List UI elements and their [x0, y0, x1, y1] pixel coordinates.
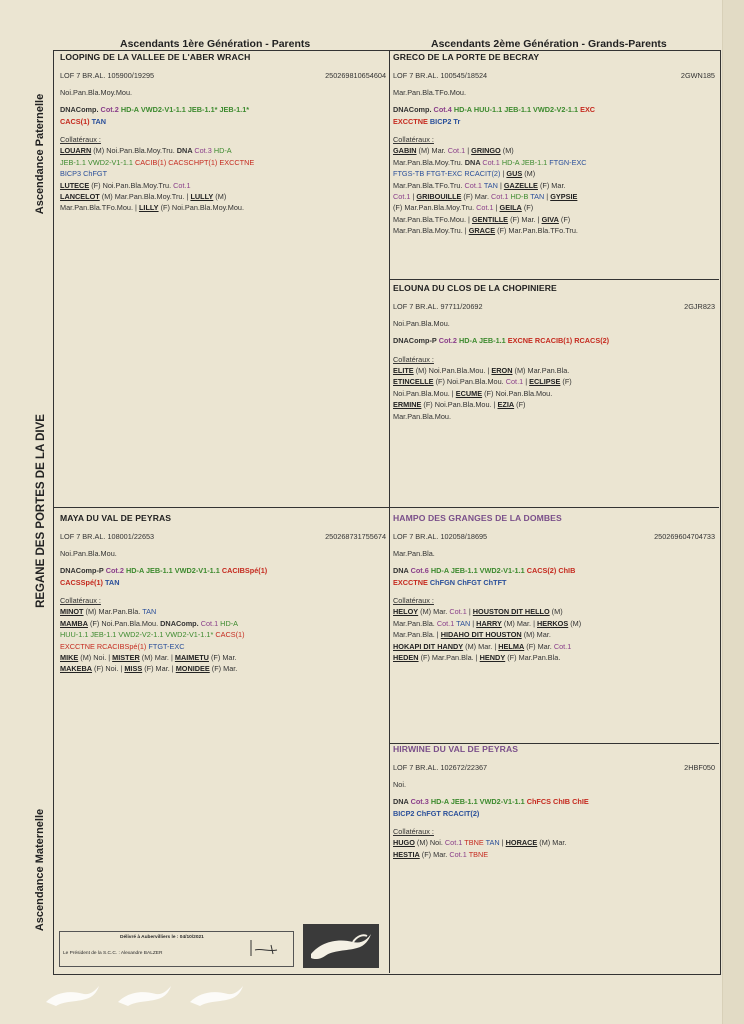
coll-segment: (F) Noi. |	[92, 664, 125, 674]
coll-line	[393, 180, 715, 191]
coll-segment: (F)	[558, 214, 571, 224]
cell-dam	[60, 513, 386, 675]
coll-segment: HD-A	[220, 618, 239, 628]
greyhound-logo-icon	[303, 924, 379, 968]
coll-line	[393, 214, 715, 225]
coll-segment: (M) Noi.Pan.Bla.Mou. |	[413, 366, 492, 376]
coll-segment: JEB-1.1 VWD2-V1-1.1	[60, 157, 136, 167]
coll-segment: (F) Mar.	[524, 641, 554, 651]
side-label-maternal: Ascendance Maternelle	[34, 808, 46, 932]
coll-segment: DNA	[464, 157, 483, 167]
coll-segment: (F)	[560, 377, 572, 387]
coll-segment: (F) Mar.	[537, 180, 566, 190]
coll-line	[60, 202, 386, 213]
signature-box	[59, 931, 294, 967]
coll-segment: HOUSTON DIT HELLO	[472, 607, 550, 617]
coll-line	[60, 629, 386, 640]
coll-segment: FTGN-EXC	[549, 157, 587, 167]
spacer	[60, 588, 386, 595]
lof-number: LOF 7 BR.AL. 102672/22367	[393, 763, 488, 773]
coll-segment: TAN	[142, 607, 157, 617]
coll-segment: ETINCELLE	[393, 377, 434, 387]
coll-segment: GIVA	[541, 214, 559, 224]
coll-segment: Cot.3	[194, 146, 214, 156]
tests-segment: DNAComp.	[60, 105, 101, 115]
coat-color: Noi.Pan.Bla.Mou.	[393, 318, 450, 328]
cell-paternal-granddam	[393, 283, 715, 422]
coll-segment: Cot.1	[553, 641, 572, 651]
coll-segment: |	[410, 192, 417, 202]
chip-number: 250269604704733	[654, 532, 715, 542]
coll-segment: (F) Noi.Pan.Bla.Mou. |	[421, 400, 498, 410]
tests-segment: Cot.4	[433, 105, 454, 115]
coll-segment: DNAComp.	[160, 618, 201, 628]
coll-segment: (M) Mar. |	[139, 653, 175, 663]
paper-edge	[722, 0, 744, 1024]
coll-segment: |	[465, 146, 472, 156]
coat-color: Mar.Pan.Bla.TFo.Mou.	[393, 87, 466, 97]
coll-segment: |	[523, 377, 530, 387]
coll-segment: GABIN	[393, 146, 417, 156]
tests-line	[393, 808, 715, 819]
collaterals-title: Collatéraux :	[60, 596, 101, 606]
coat-color: Noi.Pan.Bla.Moy.Mou.	[60, 87, 133, 97]
coll-segment: (M) Mar.	[521, 630, 551, 640]
coll-segment: (M) Mar. |	[501, 618, 537, 628]
coll-segment: EZIA	[497, 400, 515, 410]
coll-segment: Mar.Pan.Bla. |	[393, 630, 441, 640]
coll-segment: (M) Mar.	[537, 838, 567, 848]
coll-line	[393, 606, 715, 617]
coll-segment: (F) Mar. |	[142, 664, 176, 674]
collaterals-title: Collatéraux :	[393, 596, 434, 606]
cell-paternal-grandsire	[393, 52, 715, 237]
collaterals-title: Collatéraux :	[393, 354, 434, 364]
tests-line	[393, 335, 715, 346]
lof-number: LOF 7 BR.AL. 100545/18524	[393, 71, 488, 81]
tests-segment: TAN	[91, 116, 107, 126]
coll-line	[60, 145, 386, 156]
coll-segment: HD-A JEB-1.1	[501, 157, 550, 167]
tests-segment: EXCCTNE	[393, 577, 430, 587]
coll-segment: HUU-1.1 JEB-1.1 VWD2-V2-1.1 VWD2-V1-1.1*	[60, 630, 216, 640]
side-label-subject: REGANE DES PORTES DE LA DIVE	[35, 414, 47, 608]
tests-segment: HD-A JEB-1.1 VWD2-V1-1.1	[430, 566, 527, 576]
coll-segment: |	[466, 607, 473, 617]
chip-number: 2HBF050	[684, 763, 715, 773]
coll-segment: TAN	[485, 838, 500, 848]
tests-line	[393, 565, 715, 576]
coll-segment: Cot.1	[449, 607, 467, 617]
coll-segment: |	[497, 180, 504, 190]
coll-line	[60, 157, 386, 168]
coll-segment: Cot.1	[464, 180, 484, 190]
coll-segment: EXCCTNE RCACIBSpé(1)	[60, 641, 149, 651]
coll-line	[393, 849, 715, 860]
tests-segment: HD-A JEB-1.1	[458, 336, 508, 346]
coll-segment: TAN	[456, 618, 471, 628]
registration-row	[393, 70, 715, 81]
president-text: Le Président de la S.C.C. : Alexandre BALZER	[63, 951, 163, 956]
coll-segment: ECUME	[455, 388, 483, 398]
tests-segment: DNA	[393, 797, 411, 807]
coll-segment: MISTER	[112, 653, 140, 663]
tests-segment: Cot.2	[438, 336, 459, 346]
coll-segment: MISS	[124, 664, 143, 674]
coll-segment: GUS	[506, 169, 523, 179]
registration-row	[393, 301, 715, 312]
dog-name: HAMPO DES GRANGES DE LA DOMBES	[393, 513, 562, 523]
coll-segment: (M)	[500, 146, 514, 156]
coll-segment: HENDY	[479, 653, 506, 663]
spacer	[393, 347, 715, 354]
coll-segment: (F) Noi.Pan.Bla.Moy.Mou.	[158, 203, 244, 213]
tests-segment: TAN	[105, 577, 120, 587]
coll-segment: (F) Noi.Pan.Bla.Mou.	[87, 618, 161, 628]
delivered-text: Délivré à Aubervilliers le : 04/10/2021	[120, 935, 204, 940]
coll-segment: GEILA	[499, 203, 522, 213]
coat-color: Mar.Pan.Bla.	[393, 548, 435, 558]
coll-segment: Mar.Pan.Bla.TFo.Mou. |	[393, 214, 472, 224]
tests-segment: HD-A JEB-1.1 VWD2-V1-1.1	[125, 566, 222, 576]
coll-segment: HD-A	[213, 146, 232, 156]
tests-segment: BICP2 ChFGT RCACIT(2)	[393, 808, 480, 818]
lof-number: LOF 7 BR.AL. 108001/22653	[60, 532, 155, 542]
coll-line	[393, 145, 715, 156]
coll-segment: CACIB(1) CACSCHPT(1) EXCCTNE	[135, 157, 255, 167]
coll-segment: DNA	[176, 146, 195, 156]
chip-number: 2GJR823	[684, 302, 715, 312]
coll-segment: (F) Mar.Pan.Bla.	[505, 653, 561, 663]
coll-line	[60, 618, 386, 629]
coll-segment: (M)	[549, 607, 563, 617]
coll-segment: (F) Mar.	[419, 849, 450, 859]
coll-line	[393, 388, 715, 399]
tests-segment: CACS(2) ChIB	[526, 566, 576, 576]
lof-number: LOF 7 BR.AL. 102058/18695	[393, 532, 488, 542]
coll-segment: HELMA	[498, 641, 525, 651]
coll-segment: (M) Noi. |	[78, 653, 113, 663]
coll-segment: TAN	[483, 180, 498, 190]
coll-segment: Mar.Pan.Bla.	[393, 618, 437, 628]
coll-segment: (M)	[213, 192, 227, 202]
dog-name: ELOUNA DU CLOS DE LA CHOPINIERE	[393, 283, 557, 293]
tests-line	[393, 796, 715, 807]
tests-line	[60, 104, 386, 115]
coll-segment: Mar.Pan.Bla.TFo.Tru.	[393, 180, 465, 190]
coll-line	[393, 168, 715, 179]
tests-segment: CACSSpé(1)	[60, 577, 106, 587]
coll-segment: HD-B	[510, 192, 531, 202]
coll-segment: (F) Mar. |	[508, 214, 542, 224]
coll-segment: Cot.1	[444, 838, 465, 848]
coll-segment: Mar.Pan.Bla.Moy.Tru.	[393, 157, 465, 167]
coll-segment: (M) Mar. |	[463, 641, 499, 651]
column-divider	[389, 51, 390, 973]
coll-line	[393, 399, 715, 410]
coll-segment: Cot.1	[200, 618, 221, 628]
tests-line	[60, 116, 386, 127]
paternal-gp-divider	[390, 279, 719, 280]
scc-logo	[303, 924, 379, 968]
coll-segment: |	[470, 618, 477, 628]
collaterals-title: Collatéraux :	[393, 135, 434, 145]
chip-number: 2GWN185	[680, 71, 715, 81]
cell-sire	[60, 52, 386, 214]
coll-segment: GRIBOUILLE	[416, 192, 462, 202]
tests-segment: Cot.2	[105, 566, 126, 576]
coll-segment: ECLIPSE	[529, 377, 561, 387]
coll-segment: FTGS-TB FTGT-EXC RCACIT(2)	[393, 169, 501, 179]
coll-segment: Cot.1	[447, 146, 466, 156]
spacer	[393, 819, 715, 826]
coll-segment: TAN	[530, 192, 545, 202]
coll-segment: (M) Mar.Pan.Bla.	[512, 366, 570, 376]
tests-segment: Cot.6	[410, 566, 431, 576]
coll-segment: (M) Mar.	[418, 607, 450, 617]
chip-number: 250269810654604	[325, 71, 386, 81]
coll-line	[60, 652, 386, 663]
cell-maternal-grandsire	[393, 513, 715, 663]
coll-segment: Cot.1	[505, 377, 524, 387]
coll-segment: Cot.1	[491, 192, 511, 202]
coll-segment: HERKOS	[537, 618, 569, 628]
coll-segment: MAKEBA	[60, 664, 93, 674]
tests-segment: EXCCTNE	[393, 116, 430, 126]
lof-number: LOF 7 BR.AL. 105900/19295	[60, 71, 155, 81]
coll-segment: HUGO	[393, 838, 415, 848]
dog-name: LOOPING DE LA VALLEE DE L'ABER WRACH	[60, 52, 251, 62]
registration-row	[60, 70, 386, 81]
watermark-greyhound-icon	[44, 982, 102, 1008]
coll-segment: HELOY	[393, 607, 419, 617]
coll-segment: (F) Noi.Pan.Bla.Moy.Tru.	[89, 180, 174, 190]
tests-segment: HD-A JEB-1.1 VWD2-V1-1.1	[430, 797, 527, 807]
coll-segment: (F) Mar.	[209, 664, 238, 674]
coll-segment: (M) Mar.	[416, 146, 448, 156]
coll-segment: |	[544, 192, 551, 202]
coll-segment: CACS(1)	[215, 630, 245, 640]
coat-color: Noi.Pan.Bla.Mou.	[60, 548, 117, 558]
coll-segment: Noi.Pan.Bla.Mou. |	[393, 388, 456, 398]
coll-segment: MAMBA	[60, 618, 88, 628]
coll-segment: HARRY	[476, 618, 502, 628]
coll-segment: GAZELLE	[503, 180, 538, 190]
coll-segment: MAIMETU	[174, 653, 209, 663]
coll-segment: (M)	[568, 618, 582, 628]
coll-segment: GYPSIE	[550, 192, 578, 202]
tests-segment: CACIBSpé(1)	[221, 566, 268, 576]
coll-segment: LANCELOT	[60, 192, 100, 202]
coll-segment: Cot.1	[482, 157, 502, 167]
tests-line	[393, 577, 715, 588]
coll-line	[393, 629, 715, 640]
coll-segment: Cot.1	[476, 203, 494, 213]
coll-segment: TBNE	[468, 849, 489, 859]
coll-line	[60, 641, 386, 652]
coll-segment: MONIDEE	[175, 664, 210, 674]
coll-line	[393, 618, 715, 629]
coll-line	[393, 376, 715, 387]
coll-segment: MINOT	[60, 607, 84, 617]
coll-segment: (F) Mar.Pan.Bla.TFo.Tru.	[495, 226, 578, 236]
coll-segment: (F) Mar.	[461, 192, 491, 202]
tests-segment: ChFGN ChFGT ChTFT	[429, 577, 507, 587]
tests-segment: BICP2 Tr	[429, 116, 461, 126]
registration-row	[393, 762, 715, 773]
coll-segment: (M)	[522, 169, 536, 179]
tests-segment: Cot.3	[410, 797, 431, 807]
coll-segment: Cot.1	[436, 618, 457, 628]
coll-segment: LUTECE	[60, 180, 90, 190]
tests-segment: Cot.2	[100, 105, 121, 115]
registration-row	[60, 531, 386, 542]
coll-line	[393, 202, 715, 213]
coll-segment: (M) Noi.	[414, 838, 445, 848]
dog-name: MAYA DU VAL DE PEYRAS	[60, 513, 172, 523]
tests-segment: DNAComp-P	[393, 336, 439, 346]
coll-segment: ELITE	[393, 366, 414, 376]
coll-segment: HORACE	[505, 838, 538, 848]
coll-segment: HESTIA	[393, 849, 420, 859]
tests-segment: ChFCS ChIB ChIE	[526, 797, 589, 807]
watermark-greyhound-icon	[188, 982, 246, 1008]
coll-line	[60, 191, 386, 202]
tests-line	[60, 565, 386, 576]
coll-segment: Cot.1	[173, 180, 191, 190]
coll-line	[393, 652, 715, 663]
coll-segment: (F) Noi.Pan.Bla.Mou.	[433, 377, 506, 387]
coll-segment: Cot.1	[393, 192, 411, 202]
signature-scribble	[245, 936, 285, 962]
coll-line	[393, 837, 715, 848]
cell-maternal-granddam	[393, 744, 715, 860]
dog-name: HIRWINE DU VAL DE PEYRAS	[393, 744, 519, 754]
coll-segment: ERON	[491, 366, 513, 376]
coll-line	[60, 180, 386, 191]
coll-segment: LULLY	[190, 192, 214, 202]
chip-number: 250268731755674	[325, 532, 386, 542]
tests-line	[393, 116, 715, 127]
registration-row	[393, 531, 715, 542]
collaterals-title: Collatéraux :	[393, 827, 434, 837]
coll-segment: (F) Noi.Pan.Bla.Mou.	[482, 388, 553, 398]
coll-segment: MIKE	[60, 653, 79, 663]
side-label-paternal: Ascendance Paternelle	[34, 93, 46, 215]
coll-segment: Mar.Pan.Bla.TFo.Mou. |	[60, 203, 139, 213]
coll-line	[393, 411, 715, 422]
coll-line	[60, 663, 386, 674]
coll-line	[393, 225, 715, 236]
coll-line	[393, 641, 715, 652]
coll-segment: (F)	[514, 400, 526, 410]
coll-segment: HIDAHO DIT HOUSTON	[440, 630, 522, 640]
tests-segment: DNAComp.	[393, 105, 434, 115]
tests-line	[393, 104, 715, 115]
coll-segment: GENTILLE	[471, 214, 509, 224]
tests-segment: CACS(1)	[60, 116, 92, 126]
spacer	[60, 127, 386, 134]
coll-segment: ERMINE	[393, 400, 422, 410]
tests-segment: EXCNE RCACIB(1) RCACS(2)	[507, 336, 610, 346]
tests-segment: HD-A VWD2-V1-1.1 JEB-1.1* JEB-1.1*	[120, 105, 250, 115]
lof-number: LOF 7 BR.AL. 97711/20692	[393, 302, 483, 312]
coll-segment: |	[500, 169, 507, 179]
coll-segment: TBNE	[464, 838, 486, 848]
coll-segment: (F) Mar.Pan.Bla.Moy.Tru.	[393, 203, 477, 213]
coll-segment: HOKAPI DIT HANDY	[393, 641, 464, 651]
coll-segment: (M) Mar.Pan.Bla.	[83, 607, 143, 617]
spacer	[393, 127, 715, 134]
coll-segment: |	[493, 203, 500, 213]
coll-segment: LILLY	[138, 203, 159, 213]
coll-segment: (F) Mar.	[208, 653, 237, 663]
coll-segment: Mar.Pan.Bla.Moy.Tru. |	[393, 226, 469, 236]
tests-segment: EXC	[580, 105, 596, 115]
coll-segment: (F)	[521, 203, 534, 213]
tests-line	[60, 577, 386, 588]
sire-dam-divider	[54, 507, 719, 508]
coll-segment: GRINGO	[471, 146, 501, 156]
coll-segment: (M) Mar.Pan.Bla.Moy.Tru. |	[99, 192, 191, 202]
coll-line	[393, 365, 715, 376]
coll-segment: |	[499, 838, 506, 848]
coll-segment: LOUARN	[60, 146, 92, 156]
coll-line	[60, 606, 386, 617]
collaterals-title: Collatéraux :	[60, 135, 101, 145]
coll-segment: GRACE	[468, 226, 496, 236]
watermark-greyhound-icon	[116, 982, 174, 1008]
coll-segment: BICP3 ChFGT	[60, 169, 108, 179]
tests-segment: DNAComp-P	[60, 566, 106, 576]
coll-segment: (M) Noi.Pan.Bla.Moy.Tru.	[91, 146, 177, 156]
coll-line	[60, 168, 386, 179]
tests-segment: DNA	[393, 566, 411, 576]
coll-segment: HEDEN	[393, 653, 419, 663]
coll-segment: (F) Mar.Pan.Bla. |	[418, 653, 480, 663]
coll-segment: Cot.1	[449, 849, 469, 859]
tests-segment: HD-A HUU-1.1 JEB-1.1 VWD2-V2-1.1	[453, 105, 581, 115]
coll-line	[393, 191, 715, 202]
coll-segment: Mar.Pan.Bla.Mou.	[393, 411, 451, 421]
spacer	[393, 588, 715, 595]
coll-line	[393, 157, 715, 168]
coll-segment: FTGT-EXC	[148, 641, 185, 651]
dog-name: GRECO DE LA PORTE DE BECRAY	[393, 52, 540, 62]
header-gen2: Ascendants 2ème Génération - Grands-Parents	[431, 38, 667, 50]
header-gen1: Ascendants 1ère Génération - Parents	[120, 38, 311, 50]
coat-color: Noi.	[393, 779, 406, 789]
